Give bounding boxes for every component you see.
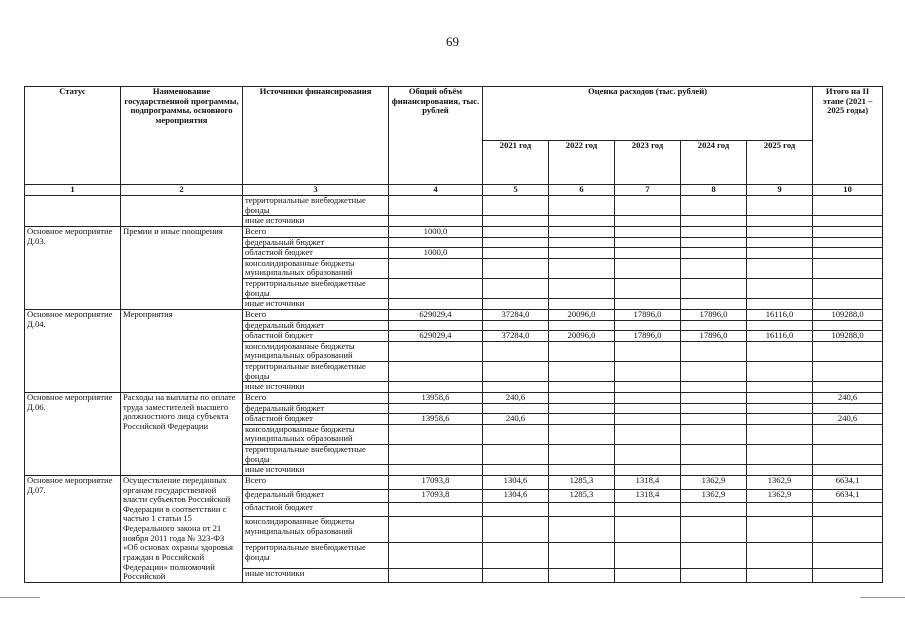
header-sources: Источники финансирования (243, 87, 389, 185)
year-value-cell: 1362,9 (681, 489, 747, 503)
year-value-cell (483, 248, 549, 259)
stage-total-cell (813, 503, 883, 517)
year-value-cell (483, 382, 549, 393)
year-value-cell: 37284,0 (483, 309, 549, 320)
source-cell: федеральный бюджет (243, 237, 389, 248)
table-row (25, 309, 883, 320)
stage-total-cell (813, 226, 883, 237)
scan-artifact (860, 597, 905, 598)
total-cell (389, 465, 483, 476)
table-row (25, 475, 883, 489)
source-cell: иные источники (243, 569, 389, 583)
year-value-cell (681, 226, 747, 237)
source-cell: иные источники (243, 299, 389, 310)
stage-total-cell (813, 258, 883, 278)
total-cell: 1000,0 (389, 248, 483, 259)
year-value-cell (747, 503, 813, 517)
year-value-cell (681, 320, 747, 331)
stage-total-cell (813, 403, 883, 414)
year-value-cell (681, 403, 747, 414)
year-value-cell (549, 424, 615, 444)
source-cell: консолидированные бюджеты муниципальных образований (243, 424, 389, 444)
stage-total-cell (813, 320, 883, 331)
year-value-cell (747, 542, 813, 568)
total-cell: 13958,6 (389, 392, 483, 403)
year-value-cell (549, 445, 615, 465)
year-value-cell (549, 299, 615, 310)
year-value-cell: 20096,0 (549, 331, 615, 342)
total-cell (389, 341, 483, 361)
year-value-cell (747, 299, 813, 310)
source-cell: территориальные внебюджетные фонды (243, 542, 389, 568)
year-value-cell (483, 424, 549, 444)
total-cell (389, 403, 483, 414)
year-value-cell (681, 542, 747, 568)
header-estimate: Оценка расходов (тыс. рублей) (483, 87, 813, 141)
year-value-cell (549, 414, 615, 425)
year-value-cell (615, 465, 681, 476)
year-value-cell (747, 237, 813, 248)
year-value-cell (549, 320, 615, 331)
year-value-cell: 1285,3 (549, 489, 615, 503)
year-value-cell (747, 414, 813, 425)
year-value-cell (615, 226, 681, 237)
year-value-cell (549, 248, 615, 259)
year-value-cell (747, 465, 813, 476)
source-cell: Всего (243, 475, 389, 489)
source-cell: территориальные внебюджетные фонды (243, 279, 389, 299)
year-value-cell (747, 341, 813, 361)
year-value-cell: 1362,9 (747, 475, 813, 489)
source-cell: иные источники (243, 216, 389, 227)
year-value-cell (615, 542, 681, 568)
year-value-cell (615, 392, 681, 403)
header-year: 2025 год (747, 141, 813, 185)
source-cell: федеральный бюджет (243, 489, 389, 503)
value-cell (813, 216, 883, 227)
value-cell (813, 196, 883, 216)
year-value-cell (615, 279, 681, 299)
source-cell: территориальные внебюджетные фонды (243, 445, 389, 465)
stage-total-cell (813, 279, 883, 299)
year-value-cell (483, 465, 549, 476)
year-value-cell (681, 445, 747, 465)
stage-total-cell: 109288,0 (813, 331, 883, 342)
financing-table (24, 86, 883, 583)
value-cell (389, 216, 483, 227)
year-value-cell (681, 258, 747, 278)
year-value-cell (615, 320, 681, 331)
year-value-cell (681, 362, 747, 382)
status-cell: Основное мероприятие Д.04. (25, 309, 121, 392)
table-row (25, 226, 883, 237)
stage-total-cell: 109288,0 (813, 309, 883, 320)
source-cell: территориальные внебюджетные фонды (243, 362, 389, 382)
name-cell (121, 196, 243, 227)
column-number: 8 (681, 185, 747, 196)
total-cell (389, 258, 483, 278)
year-value-cell (549, 226, 615, 237)
header-name: Наименование государственной программы, подпрограммы, основного мероприятия (121, 87, 243, 185)
table-row (25, 392, 883, 403)
stage-total-cell (813, 248, 883, 259)
name-cell: Осуществление переданных органам государственной власти субъектов Российской Федерации в соответствии с частью 1 статьи 15 Федерального закона от 21 ноября 2011 года № 323-ФЗ «Об основах охраны здоровья граждан в Российской Федерации» полномочий Российской (121, 475, 243, 582)
year-value-cell (747, 279, 813, 299)
value-cell (483, 216, 549, 227)
stage-total-cell: 6634,1 (813, 475, 883, 489)
source-cell: областной бюджет (243, 503, 389, 517)
year-value-cell: 240,6 (483, 414, 549, 425)
year-value-cell (615, 503, 681, 517)
source-cell: федеральный бюджет (243, 403, 389, 414)
year-value-cell (747, 392, 813, 403)
stage-total-cell (813, 465, 883, 476)
value-cell (549, 216, 615, 227)
source-cell: областной бюджет (243, 414, 389, 425)
year-value-cell: 1362,9 (747, 489, 813, 503)
year-value-cell (615, 248, 681, 259)
year-value-cell (615, 237, 681, 248)
year-value-cell (747, 424, 813, 444)
total-cell (389, 279, 483, 299)
source-cell: Всего (243, 392, 389, 403)
year-value-cell (681, 279, 747, 299)
year-value-cell (747, 382, 813, 393)
year-value-cell (483, 237, 549, 248)
column-number: 1 (25, 185, 121, 196)
year-value-cell (549, 258, 615, 278)
year-value-cell: 1362,9 (681, 475, 747, 489)
year-value-cell (549, 237, 615, 248)
year-value-cell (483, 362, 549, 382)
year-value-cell (747, 226, 813, 237)
status-cell (25, 196, 121, 227)
stage-total-cell (813, 569, 883, 583)
source-cell: консолидированные бюджеты муниципальных образований (243, 341, 389, 361)
year-value-cell (615, 258, 681, 278)
year-value-cell (615, 403, 681, 414)
year-value-cell (747, 516, 813, 542)
stage-total-cell (813, 382, 883, 393)
year-value-cell (681, 248, 747, 259)
value-cell (389, 196, 483, 216)
stage-total-cell (813, 516, 883, 542)
stage-total-cell: 240,6 (813, 392, 883, 403)
column-number: 4 (389, 185, 483, 196)
year-value-cell (549, 341, 615, 361)
year-value-cell: 1304,6 (483, 489, 549, 503)
year-value-cell (615, 362, 681, 382)
total-cell (389, 362, 483, 382)
value-cell (681, 216, 747, 227)
table-body (25, 196, 883, 583)
year-value-cell (681, 465, 747, 476)
year-value-cell (483, 258, 549, 278)
value-cell (615, 196, 681, 216)
year-value-cell (681, 341, 747, 361)
total-cell: 17093,8 (389, 489, 483, 503)
header-status: Статус (25, 87, 121, 185)
column-number: 9 (747, 185, 813, 196)
stage-total-cell: 240,6 (813, 414, 883, 425)
stage-total-cell (813, 299, 883, 310)
year-value-cell (549, 392, 615, 403)
year-value-cell (747, 362, 813, 382)
header-year: 2022 год (549, 141, 615, 185)
status-cell: Основное мероприятие Д.07. (25, 475, 121, 582)
total-cell (389, 569, 483, 583)
total-cell (389, 299, 483, 310)
year-value-cell (615, 382, 681, 393)
year-value-cell: 16116,0 (747, 331, 813, 342)
header-year: 2021 год (483, 141, 549, 185)
year-value-cell (615, 445, 681, 465)
source-cell: территориальные внебюджетные фонды (243, 196, 389, 216)
value-cell (615, 216, 681, 227)
stage-total-cell (813, 542, 883, 568)
year-value-cell (615, 299, 681, 310)
value-cell (747, 216, 813, 227)
header-stage-total: Итого на II этапе (2021 – 2025 годы) (813, 87, 883, 185)
year-value-cell (483, 403, 549, 414)
year-value-cell (747, 248, 813, 259)
table-row (25, 196, 883, 216)
column-number: 2 (121, 185, 243, 196)
source-cell: консолидированные бюджеты муниципальных образований (243, 516, 389, 542)
total-cell (389, 516, 483, 542)
header-total: Общий объём финансирования, тыс. рублей (389, 87, 483, 185)
stage-total-cell (813, 341, 883, 361)
column-number: 7 (615, 185, 681, 196)
source-cell: иные источники (243, 465, 389, 476)
year-value-cell (549, 503, 615, 517)
total-cell: 13958,6 (389, 414, 483, 425)
year-value-cell: 20096,0 (549, 309, 615, 320)
source-cell: консолидированные бюджеты муниципальных образований (243, 258, 389, 278)
total-cell (389, 503, 483, 517)
total-cell: 17093,8 (389, 475, 483, 489)
year-value-cell (747, 445, 813, 465)
source-cell: Всего (243, 309, 389, 320)
year-value-cell (615, 569, 681, 583)
year-value-cell: 1318,4 (615, 475, 681, 489)
name-cell: Премии и иные поощрения (121, 226, 243, 309)
year-value-cell (747, 403, 813, 414)
year-value-cell (549, 403, 615, 414)
year-value-cell (681, 414, 747, 425)
year-value-cell: 16116,0 (747, 309, 813, 320)
stage-total-cell (813, 424, 883, 444)
year-value-cell (549, 465, 615, 476)
status-cell: Основное мероприятие Д.03. (25, 226, 121, 309)
year-value-cell (615, 414, 681, 425)
total-cell (389, 542, 483, 568)
year-value-cell (681, 299, 747, 310)
year-value-cell (483, 279, 549, 299)
total-cell: 629029,4 (389, 331, 483, 342)
stage-total-cell (813, 362, 883, 382)
year-value-cell (681, 569, 747, 583)
year-value-cell (549, 542, 615, 568)
year-value-cell (681, 424, 747, 444)
year-value-cell (483, 341, 549, 361)
column-number: 10 (813, 185, 883, 196)
year-value-cell: 17896,0 (681, 309, 747, 320)
year-value-cell (483, 320, 549, 331)
year-value-cell: 1318,4 (615, 489, 681, 503)
name-cell: Мероприятия (121, 309, 243, 392)
source-cell: областной бюджет (243, 331, 389, 342)
source-cell: Всего (243, 226, 389, 237)
year-value-cell (483, 542, 549, 568)
header-year: 2024 год (681, 141, 747, 185)
year-value-cell (747, 258, 813, 278)
page-number: 69 (446, 34, 459, 49)
total-cell: 1000,0 (389, 226, 483, 237)
source-cell: областной бюджет (243, 248, 389, 259)
total-cell (389, 382, 483, 393)
year-value-cell (549, 362, 615, 382)
year-value-cell (483, 445, 549, 465)
source-cell: федеральный бюджет (243, 320, 389, 331)
year-value-cell: 17896,0 (615, 309, 681, 320)
total-cell (389, 424, 483, 444)
year-value-cell (549, 382, 615, 393)
year-value-cell (615, 341, 681, 361)
year-value-cell (615, 516, 681, 542)
year-value-cell (549, 516, 615, 542)
value-cell (681, 196, 747, 216)
year-value-cell (747, 569, 813, 583)
column-number: 3 (243, 185, 389, 196)
stage-total-cell: 6634,1 (813, 489, 883, 503)
year-value-cell (483, 516, 549, 542)
year-value-cell (615, 424, 681, 444)
total-cell (389, 237, 483, 248)
total-cell: 629029,4 (389, 309, 483, 320)
year-value-cell: 240,6 (483, 392, 549, 403)
year-value-cell (681, 516, 747, 542)
year-value-cell (549, 279, 615, 299)
year-value-cell (549, 569, 615, 583)
total-cell (389, 320, 483, 331)
year-value-cell (747, 320, 813, 331)
stage-total-cell (813, 445, 883, 465)
status-cell: Основное мероприятие Д.06. (25, 392, 121, 475)
value-cell (549, 196, 615, 216)
year-value-cell (483, 299, 549, 310)
value-cell (747, 196, 813, 216)
total-cell (389, 445, 483, 465)
header-year: 2023 год (615, 141, 681, 185)
year-value-cell (483, 503, 549, 517)
year-value-cell: 1304,6 (483, 475, 549, 489)
column-number: 6 (549, 185, 615, 196)
year-value-cell (681, 382, 747, 393)
year-value-cell (483, 569, 549, 583)
year-value-cell: 17896,0 (615, 331, 681, 342)
name-cell: Расходы на выплаты по оплате труда заместителей высшего должностного лица субъекта Российской Федерации (121, 392, 243, 475)
year-value-cell (681, 392, 747, 403)
year-value-cell (681, 503, 747, 517)
year-value-cell (483, 226, 549, 237)
scan-artifact (0, 597, 40, 598)
year-value-cell: 37284,0 (483, 331, 549, 342)
stage-total-cell (813, 237, 883, 248)
year-value-cell (681, 237, 747, 248)
column-number: 5 (483, 185, 549, 196)
year-value-cell: 17896,0 (681, 331, 747, 342)
source-cell: иные источники (243, 382, 389, 393)
year-value-cell: 1285,3 (549, 475, 615, 489)
value-cell (483, 196, 549, 216)
